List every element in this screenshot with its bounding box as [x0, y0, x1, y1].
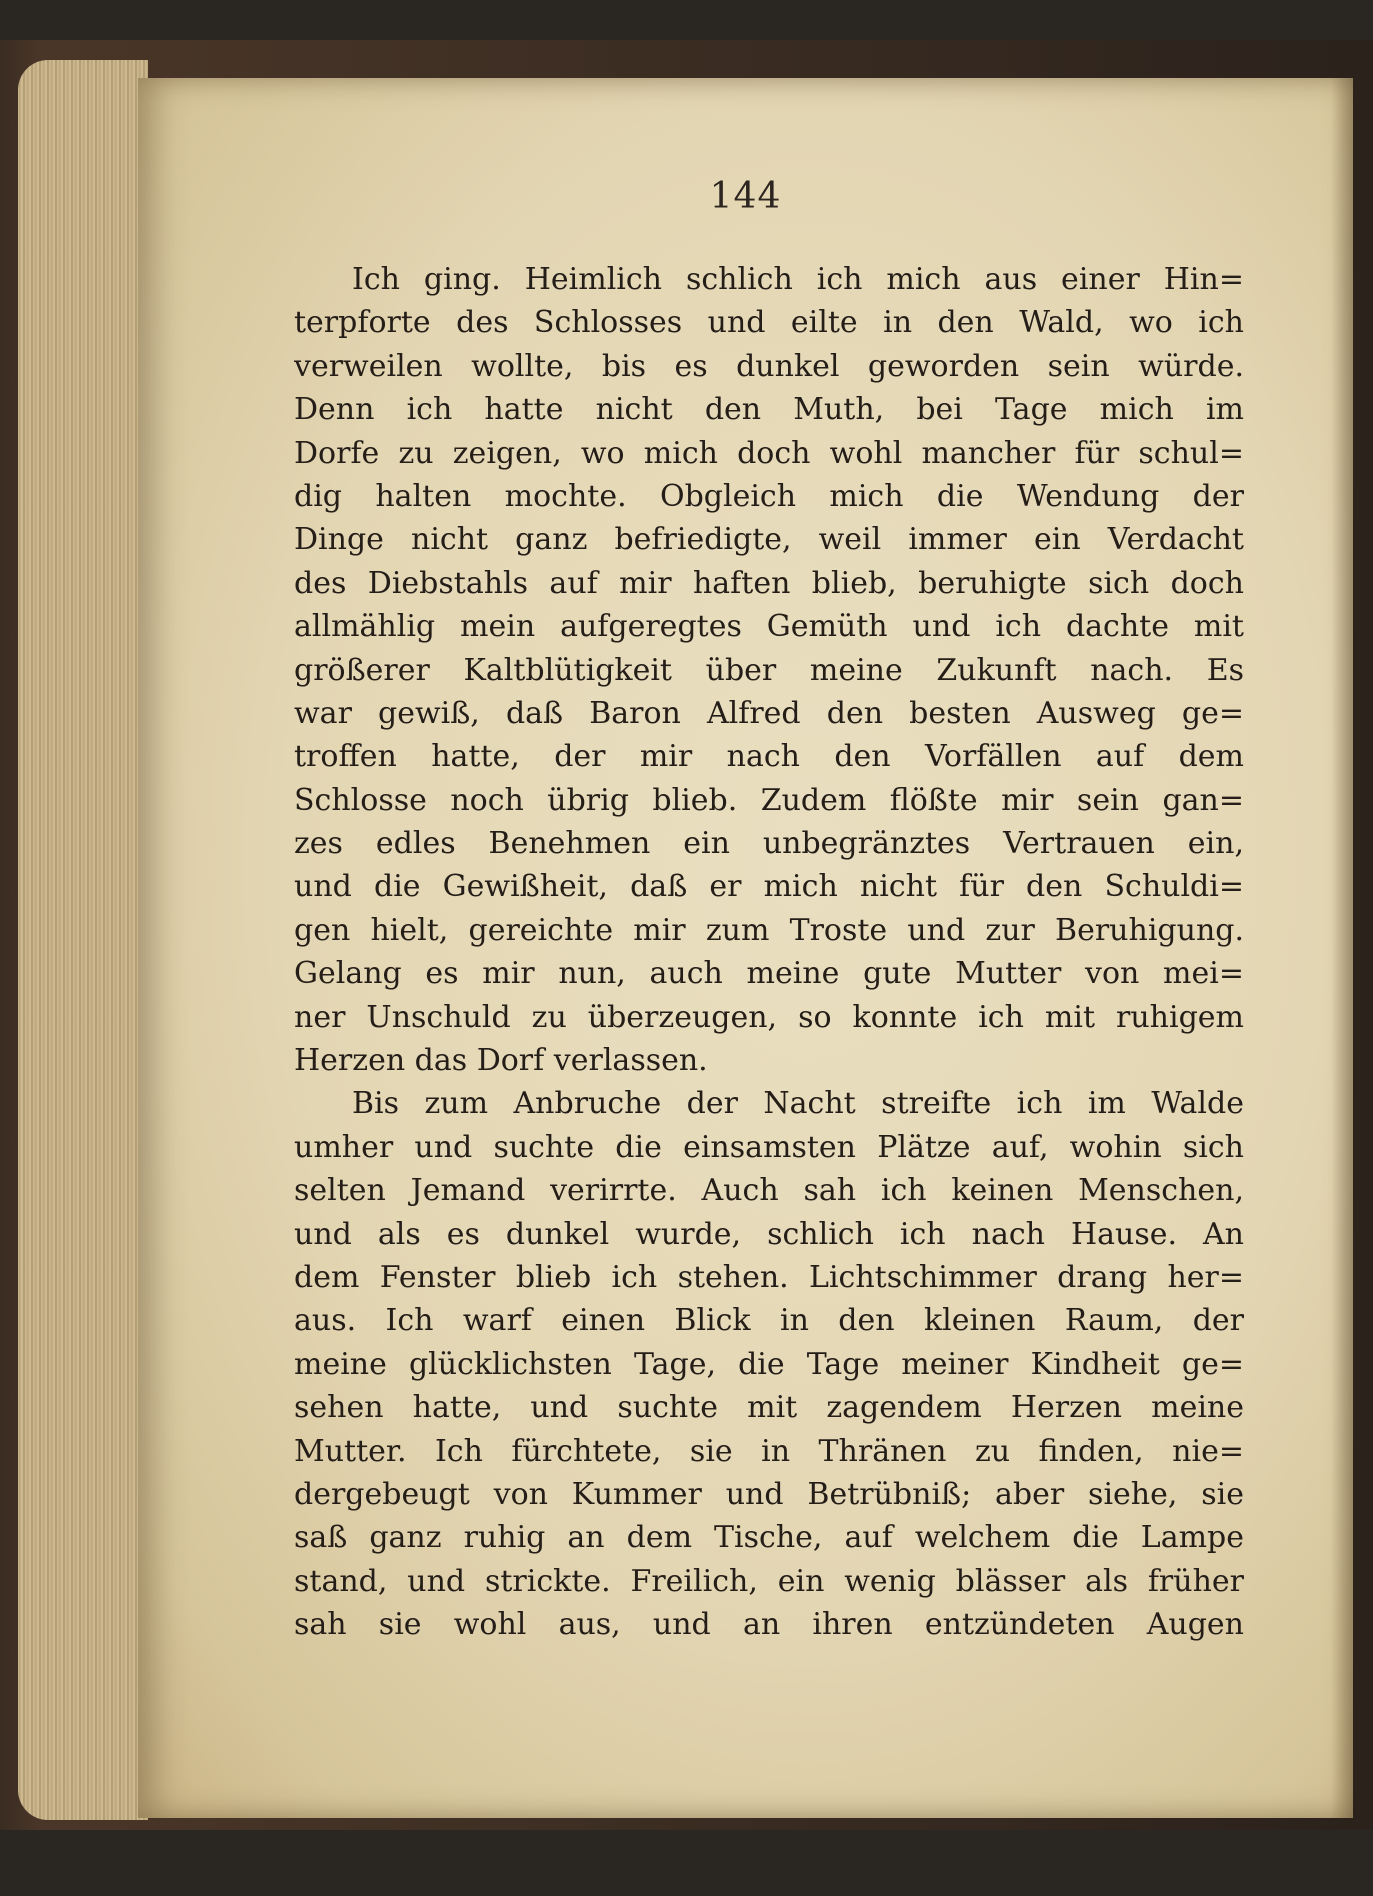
text-line: sah sie wohl aus, und an ihren entzündeten Augen — [294, 1607, 1244, 1643]
text-line: aus. Ich warf einen Blick in den kleinen Raum, der — [294, 1303, 1244, 1339]
text-line: Herzen das Dorf verlassen. — [294, 1043, 708, 1079]
text-line: Ich ging. Heimlich schlich ich mich aus einer Hin= — [352, 262, 1244, 297]
text-line: größerer Kaltblütigkeit über meine Zukunft nach. Es — [294, 652, 1244, 688]
text-line: Mutter. Ich fürchtete, sie in Thränen zu finden, nie= — [294, 1433, 1244, 1469]
text-line: Dinge nicht ganz befriedigte, weil immer ein Verdacht — [294, 522, 1244, 558]
text-line: war gewiß, daß Baron Alfred den besten Ausweg ge= — [294, 695, 1244, 731]
text-line: sehen hatte, und suchte mit zagendem Herzen meine — [294, 1390, 1244, 1426]
text-line: Gelang es mir nun, auch meine gute Mutter von mei= — [294, 956, 1244, 992]
text-line: ner Unschuld zu überzeugen, so konnte ich mit ruhigem — [294, 999, 1244, 1035]
text-line: dem Fenster blieb ich stehen. Lichtschimmer drang her= — [294, 1259, 1244, 1295]
text-line: dig halten mochte. Obgleich mich die Wendung der — [294, 478, 1244, 514]
text-line: meine glücklichsten Tage, die Tage meiner Kindheit ge= — [294, 1346, 1244, 1382]
page-stack-edge — [18, 60, 148, 1820]
text-line: terpforte des Schlosses und eilte in den Wald, wo ich — [294, 305, 1244, 341]
text-line: umher und suchte die einsamsten Plätze auf, wohin sich — [294, 1129, 1244, 1165]
book-page — [138, 78, 1353, 1818]
text-line: allmählig mein aufgeregtes Gemüth und ich dachte mit — [294, 609, 1244, 645]
text-line: und als es dunkel wurde, schlich ich nach Hause. An — [294, 1216, 1244, 1252]
text-line: selten Jemand verirrte. Auch sah ich keinen Menschen, — [294, 1173, 1244, 1209]
text-line: zes edles Benehmen ein unbegränztes Vertrauen ein, — [294, 826, 1244, 862]
text-line: stand, und strickte. Freilich, ein wenig blässer als früher — [294, 1563, 1244, 1599]
text-line: und die Gewißheit, daß er mich nicht für den Schuldi= — [294, 869, 1244, 905]
text-line: dergebeugt von Kummer und Betrübniß; aber siehe, sie — [294, 1476, 1244, 1512]
text-line: saß ganz ruhig an dem Tische, auf welchem die Lampe — [294, 1520, 1244, 1556]
paragraph-1 — [294, 258, 1244, 1082]
text-line: troffen hatte, der mir nach den Vorfällen auf dem — [294, 739, 1244, 775]
text-line: Denn ich hatte nicht den Muth, bei Tage mich im — [294, 392, 1244, 428]
text-line: gen hielt, gereichte mir zum Troste und zur Beruhigung. — [294, 912, 1244, 948]
paragraph-2 — [294, 1082, 1244, 1646]
text-line: Bis zum Anbruche der Nacht streifte ich im Walde — [352, 1086, 1244, 1122]
text-line: Dorfe zu zeigen, wo mich doch wohl mancher für schul= — [294, 435, 1244, 471]
page-number: 144 — [709, 176, 782, 217]
text-line: des Diebstahls auf mir haften blieb, beruhigte sich doch — [294, 565, 1244, 601]
text-line: Schlosse noch übrig blieb. Zudem flößte mir sein gan= — [294, 782, 1244, 818]
body-text — [294, 258, 1244, 1647]
page-gutter-shadow — [1331, 78, 1353, 1818]
text-line: verweilen wollte, bis es dunkel geworden sein würde. — [294, 348, 1244, 384]
